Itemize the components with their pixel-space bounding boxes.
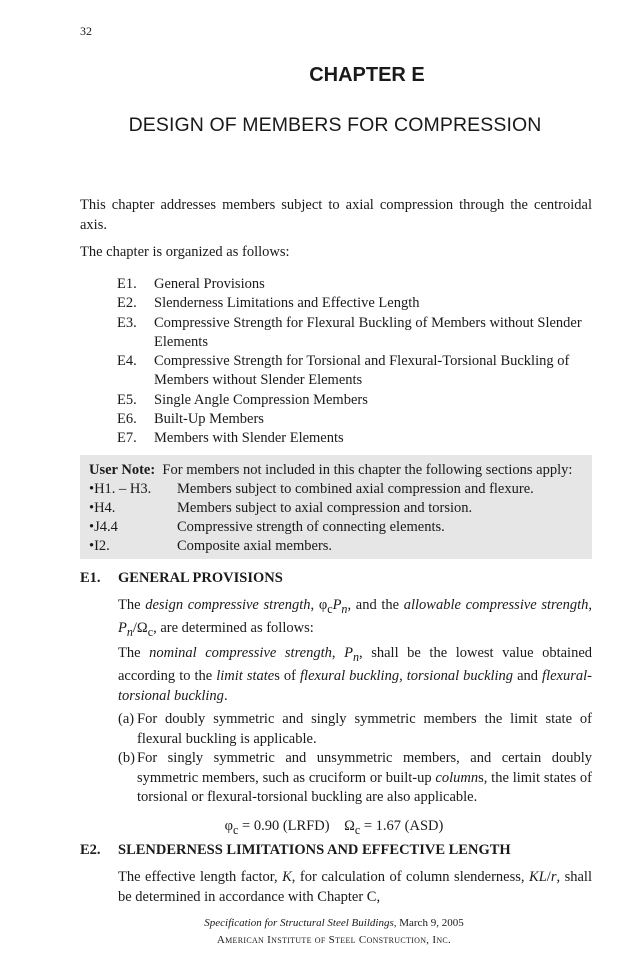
user-note-item: •I2. Composite axial members. bbox=[89, 538, 333, 554]
toc-title: Compressive Strength for Torsional and Flexural-Torsional Buckling of Members without Slender Elements bbox=[154, 353, 570, 389]
toc-title: Single Angle Compression Members bbox=[154, 391, 368, 408]
user-note-item: •H1. – H3. Members subject to combined axial compression and flexure. bbox=[89, 481, 534, 497]
section-title: SLENDERNESS LIMITATIONS AND EFFECTIVE LENGTH bbox=[118, 842, 511, 858]
toc-item bbox=[117, 294, 597, 313]
user-note-item: •J4.4 Compressive strength of connecting elements. bbox=[89, 519, 445, 535]
toc-item bbox=[117, 429, 597, 448]
toc-title: Members with Slender Elements bbox=[154, 430, 344, 447]
footer-spec-line: Specification for Structural Steel Buildings, March 9, 2005 bbox=[204, 917, 464, 929]
footer-publisher: American Institute of Steel Construction, Inc. bbox=[216, 934, 452, 946]
toc-number: E5. bbox=[117, 391, 137, 408]
toc-item bbox=[117, 410, 597, 429]
toc-number: E2. bbox=[117, 295, 137, 312]
toc-number: E1. bbox=[117, 276, 137, 292]
toc-item bbox=[117, 352, 597, 391]
user-note-item: •H4. Members subject to axial compression and torsion. bbox=[89, 500, 473, 516]
user-note-text: For members not included in this chapter the following sections apply: bbox=[162, 462, 573, 478]
toc-item bbox=[117, 391, 597, 410]
user-note-ref: H4. bbox=[94, 500, 116, 516]
e2-paragraph: The effective length factor, K, for calculation of column slenderness, KL/r, shall be determined in accordance with Chapter C, bbox=[118, 869, 592, 905]
chapter-contents-list bbox=[117, 275, 597, 449]
chapter-subtitle: DESIGN OF MEMBERS FOR COMPRESSION bbox=[128, 114, 542, 136]
user-note-desc: Composite axial members. bbox=[177, 538, 333, 554]
user-note-desc: Members subject to axial compression and torsion. bbox=[177, 500, 473, 516]
section-number: E2. bbox=[80, 842, 101, 858]
user-note-label: User Note: bbox=[89, 462, 156, 478]
organized-line: The chapter is organized as follows: bbox=[80, 244, 290, 260]
toc-number: E3. bbox=[117, 314, 137, 331]
toc-number: E4. bbox=[117, 353, 137, 370]
section-number: E1. bbox=[80, 570, 101, 586]
user-note-ref: J4.4 bbox=[94, 519, 118, 535]
toc-title: General Provisions bbox=[154, 276, 265, 292]
toc-item bbox=[117, 275, 597, 294]
user-note-ref: H1. – H3. bbox=[94, 481, 152, 497]
intro-paragraph: This chapter addresses members subject to axial compression through the centroidal axis. bbox=[80, 197, 592, 233]
toc-number: E6. bbox=[117, 411, 137, 428]
list-text: For doubly symmetric and singly symmetric members the limit state of flexural buckling is applicable. bbox=[137, 711, 592, 747]
toc-item bbox=[117, 314, 597, 353]
toc-number: E7. bbox=[117, 430, 137, 447]
chapter-title: CHAPTER E bbox=[309, 64, 425, 86]
e1-paragraph-2: The nominal compressive strength, $P_n$, shall be the lowest value obtained according to the limit states of flexural buckling, torsional buckling and flexural-torsional buckling. bbox=[118, 645, 593, 704]
section-heading-e1 bbox=[80, 570, 283, 587]
list-label: (a) bbox=[118, 711, 135, 727]
list-item: (b) For singly symmetric and unsymmetric members, and certain doubly symmetric members, such as cruciform or built-up columns, the limit states of torsional or flexural-torsional buckling are also applicable. bbox=[118, 750, 592, 805]
user-note-ref: I2. bbox=[94, 538, 110, 554]
toc-title: Slenderness Limitations and Effective Length bbox=[154, 295, 420, 312]
toc-title: Compressive Strength for Flexural Buckling of Members without Slender Elements bbox=[154, 314, 582, 350]
section-heading-e2 bbox=[80, 842, 511, 859]
user-note-desc: Compressive strength of connecting elements. bbox=[177, 519, 445, 535]
user-note-heading bbox=[89, 461, 584, 480]
section-title: GENERAL PROVISIONS bbox=[118, 570, 283, 586]
user-note-box bbox=[80, 455, 592, 559]
page-number: 32 bbox=[80, 24, 92, 38]
toc-title: Built-Up Members bbox=[154, 411, 264, 428]
e1-conditions-list bbox=[118, 710, 592, 808]
resistance-factor-formula: $\varphi_c = 0.90$ (LRFD) $\Omega_c = 1.67$ (ASD) bbox=[224, 818, 444, 837]
list-item bbox=[118, 710, 592, 749]
e1-paragraph-1: The design compressive strength, $\varphi_cP_n$, and the allowable compressive strength, $P_n/\Omega_c$, are determined as follows: bbox=[118, 597, 592, 640]
user-note-desc: Members subject to combined axial compression and flexure. bbox=[177, 481, 534, 497]
